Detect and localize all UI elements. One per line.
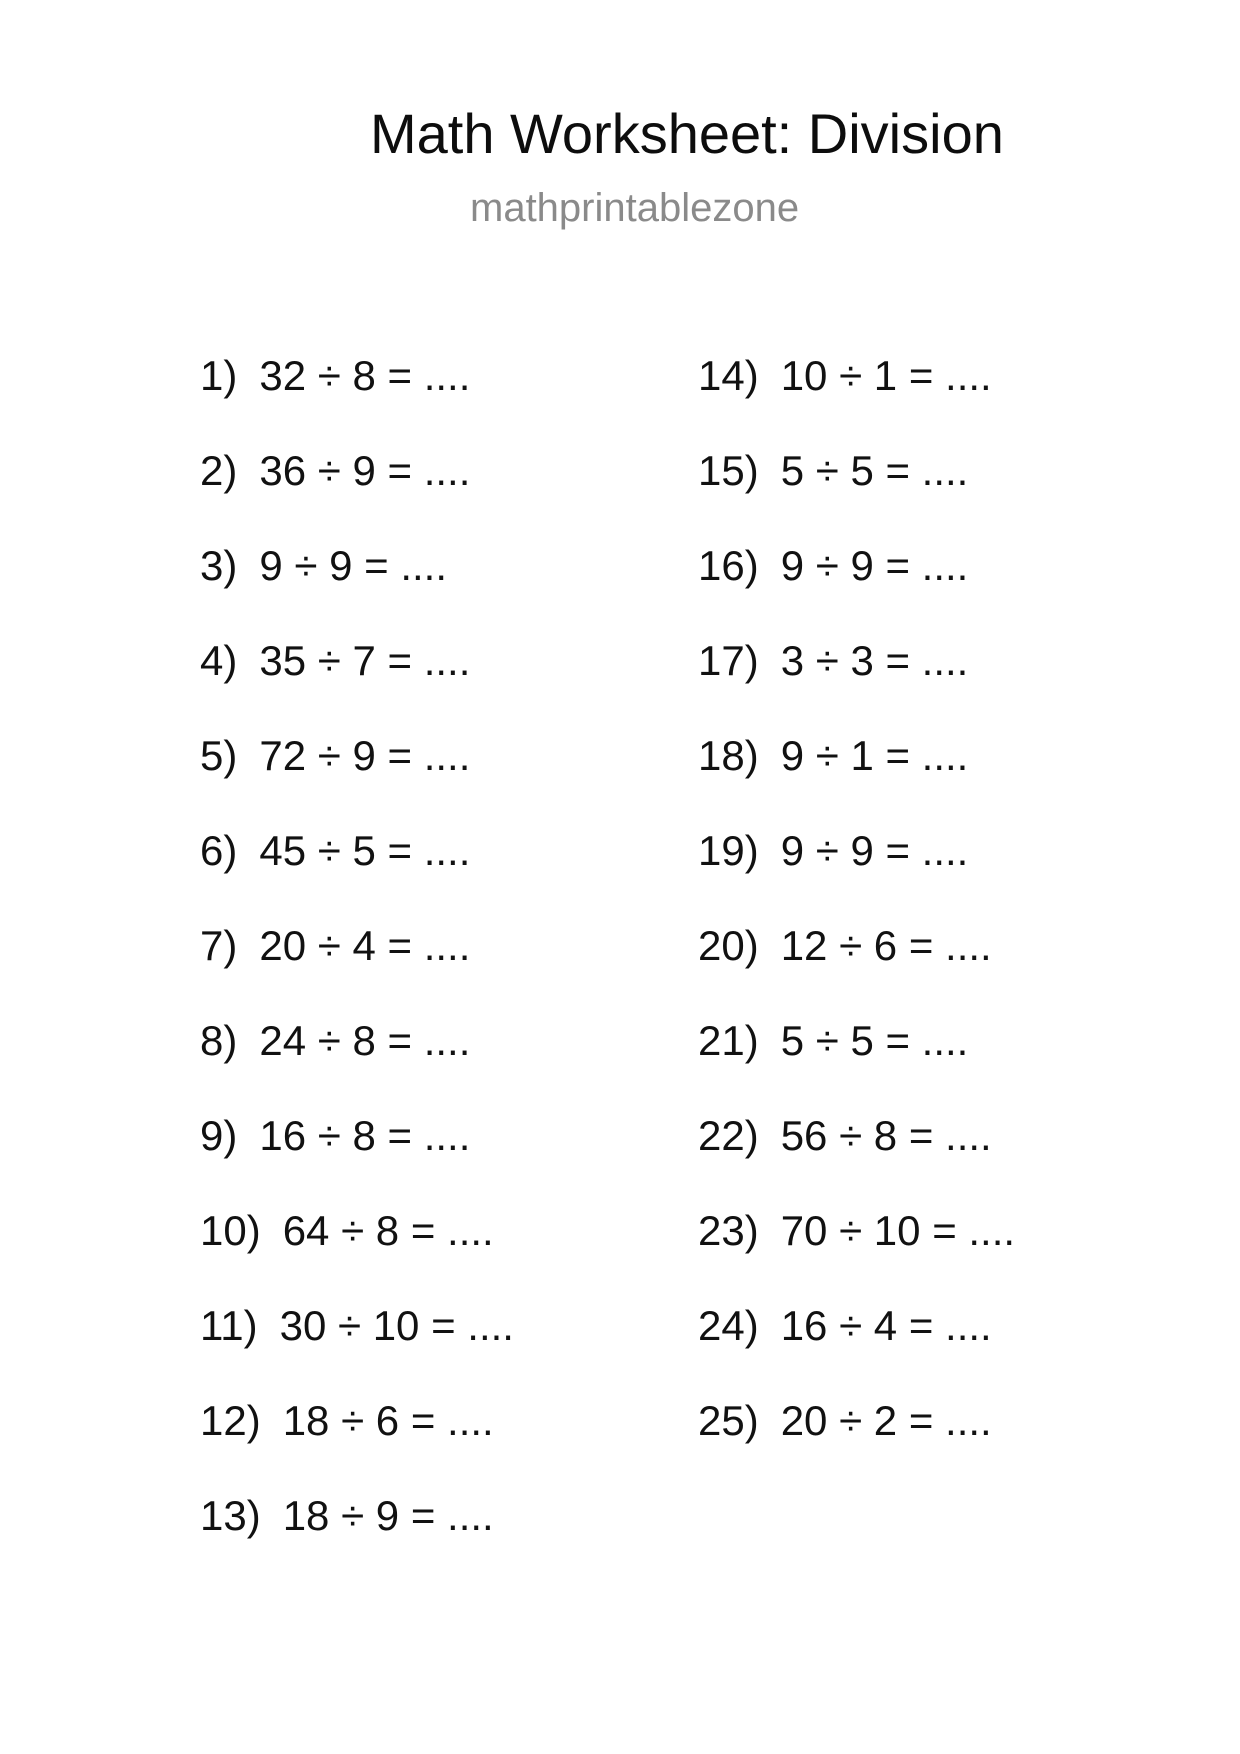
problem-item — [200, 1108, 514, 1203]
problem-expression: 32 ÷ 8 = .... — [259, 352, 471, 399]
problem-expression: 18 ÷ 9 = .... — [282, 1492, 494, 1539]
problem-expression: 9 ÷ 9 = .... — [259, 542, 448, 589]
problem-number: 7) — [200, 922, 238, 969]
problem-expression: 5 ÷ 5 = .... — [780, 1017, 969, 1064]
problem-expression: 24 ÷ 8 = .... — [259, 1017, 471, 1064]
problem-expression: 9 ÷ 9 = .... — [780, 542, 969, 589]
problem-expression: 36 ÷ 9 = .... — [259, 447, 471, 494]
problem-item — [698, 348, 1015, 443]
problem-expression: 12 ÷ 6 = .... — [780, 922, 992, 969]
problem-item — [698, 1203, 1015, 1298]
problem-item — [200, 348, 514, 443]
problem-item — [200, 1013, 514, 1108]
problem-expression: 3 ÷ 3 = .... — [780, 637, 969, 684]
problem-item — [200, 1203, 514, 1298]
problem-number: 25) — [698, 1397, 759, 1444]
problem-list-left — [200, 348, 514, 1583]
problem-expression: 20 ÷ 2 = .... — [780, 1397, 992, 1444]
problem-item — [698, 633, 1015, 728]
problem-expression: 5 ÷ 5 = .... — [780, 447, 969, 494]
problem-number: 23) — [698, 1207, 759, 1254]
problem-expression: 35 ÷ 7 = .... — [259, 637, 471, 684]
problem-expression: 16 ÷ 4 = .... — [780, 1302, 992, 1349]
problem-item — [698, 918, 1015, 1013]
problem-expression: 20 ÷ 4 = .... — [259, 922, 471, 969]
problem-number: 13) — [200, 1492, 261, 1539]
problem-item — [698, 1108, 1015, 1203]
problem-expression: 64 ÷ 8 = .... — [282, 1207, 494, 1254]
problem-number: 10) — [200, 1207, 261, 1254]
problem-item — [200, 443, 514, 538]
problem-item — [698, 443, 1015, 538]
problem-expression: 10 ÷ 1 = .... — [780, 352, 992, 399]
problem-number: 24) — [698, 1302, 759, 1349]
problem-number: 22) — [698, 1112, 759, 1159]
problem-number: 2) — [200, 447, 238, 494]
problem-number: 11) — [200, 1302, 258, 1349]
problem-number: 9) — [200, 1112, 238, 1159]
problem-item — [200, 538, 514, 633]
problem-expression: 72 ÷ 9 = .... — [259, 732, 471, 779]
problem-item — [698, 538, 1015, 633]
problem-number: 18) — [698, 732, 759, 779]
problem-number: 4) — [200, 637, 238, 684]
problem-number: 8) — [200, 1017, 238, 1064]
problem-expression: 45 ÷ 5 = .... — [259, 827, 471, 874]
problem-item — [200, 823, 514, 918]
problem-expression: 16 ÷ 8 = .... — [259, 1112, 471, 1159]
problem-expression: 9 ÷ 9 = .... — [780, 827, 969, 874]
page-subtitle: mathprintablezone — [470, 186, 800, 230]
problem-list-right — [698, 348, 1015, 1488]
problem-item — [200, 1393, 514, 1488]
problem-expression: 30 ÷ 10 = .... — [279, 1302, 514, 1349]
problem-number: 3) — [200, 542, 238, 589]
page-title: Math Worksheet: Division — [370, 102, 1004, 165]
problem-item — [200, 1488, 514, 1583]
problem-item — [200, 918, 514, 1013]
problem-number: 16) — [698, 542, 759, 589]
problem-number: 5) — [200, 732, 238, 779]
problem-number: 12) — [200, 1397, 261, 1444]
problem-expression: 9 ÷ 1 = .... — [780, 732, 969, 779]
problem-item — [200, 1298, 514, 1393]
problem-expression: 56 ÷ 8 = .... — [780, 1112, 992, 1159]
problem-item — [200, 728, 514, 823]
problem-number: 20) — [698, 922, 759, 969]
problem-item — [200, 633, 514, 728]
problem-expression: 70 ÷ 10 = .... — [780, 1207, 1016, 1254]
problem-number: 15) — [698, 447, 759, 494]
problem-item — [698, 1298, 1015, 1393]
problem-number: 21) — [698, 1017, 759, 1064]
problem-item — [698, 823, 1015, 918]
problem-item — [698, 1013, 1015, 1108]
problem-number: 19) — [698, 827, 759, 874]
problem-number: 6) — [200, 827, 238, 874]
problem-number: 1) — [200, 352, 238, 399]
problem-number: 14) — [698, 352, 759, 399]
problem-item — [698, 1393, 1015, 1488]
problem-expression: 18 ÷ 6 = .... — [282, 1397, 494, 1444]
problem-item — [698, 728, 1015, 823]
problem-number: 17) — [698, 637, 759, 684]
